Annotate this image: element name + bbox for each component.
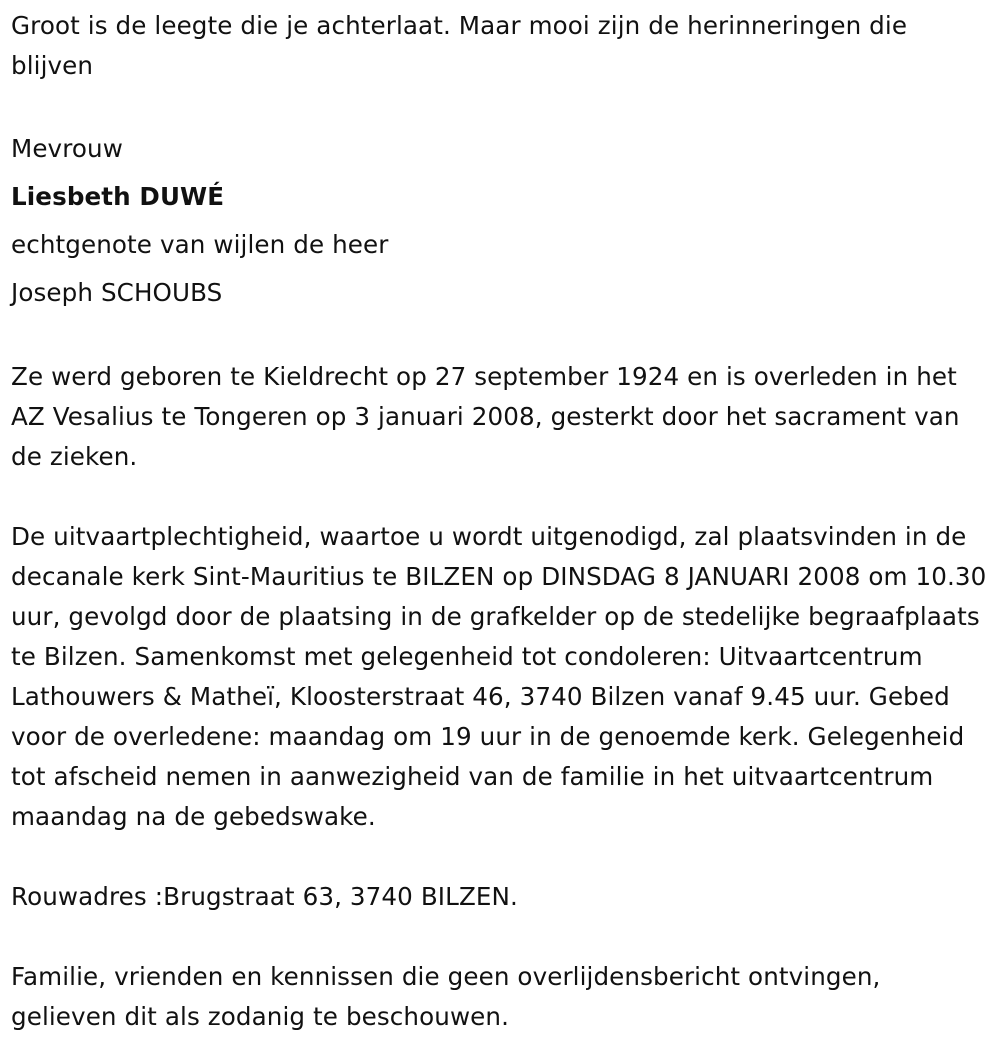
salutation: Mevrouw bbox=[11, 134, 123, 163]
spouse-name: Joseph SCHOUBS bbox=[11, 278, 223, 307]
closing-paragraph: Familie, vrienden en kennissen die geen overlijdensbericht ontvingen, gelieven dit als zodanig te beschouwen. bbox=[11, 962, 881, 1031]
obituary-notice bbox=[11, 6, 991, 1037]
spacer bbox=[11, 477, 991, 517]
deceased-name: Liesbeth DUWÉ bbox=[11, 182, 225, 211]
ceremony-paragraph: De uitvaartplechtigheid, waartoe u wordt uitgenodigd, zal plaatsvinden in de decanale kerk Sint-Mauritius te BILZEN op DINSDAG 8 JANUARI 2008 om 10.30 uur, gevolgd door de plaatsing in de grafkelder op de stedelijke begraafplaats te Bilzen. Samenkomst met gelegenheid tot condoleren: Uitvaartcentrum Lathouwers & Matheï, Kloosterstraat 46, 3740 Bilzen vanaf 9.45 uur. Gebed voor de overledene: maandag om 19 uur in de genoemde kerk. Gelegenheid tot afscheid nemen in aanwezigheid van de familie in het uitvaartcentrum maandag na de gebedswake. bbox=[11, 522, 987, 831]
spacer bbox=[11, 917, 991, 957]
motto-text: Groot is de leegte die je achterlaat. Maar mooi zijn de herinneringen die blijven bbox=[11, 11, 908, 80]
mourning-address: Rouwadres :Brugstraat 63, 3740 BILZEN. bbox=[11, 882, 518, 911]
spacer bbox=[11, 837, 991, 877]
deceased-header bbox=[11, 125, 991, 317]
relation-text: echtgenote van wijlen de heer bbox=[11, 230, 389, 259]
spacer bbox=[11, 86, 991, 126]
spacer bbox=[11, 317, 991, 357]
birth-death-paragraph: Ze werd geboren te Kieldrecht op 27 september 1924 en is overleden in het AZ Vesalius te Tongeren op 3 januari 2008, gesterkt door het sacrament van de zieken. bbox=[11, 362, 960, 471]
